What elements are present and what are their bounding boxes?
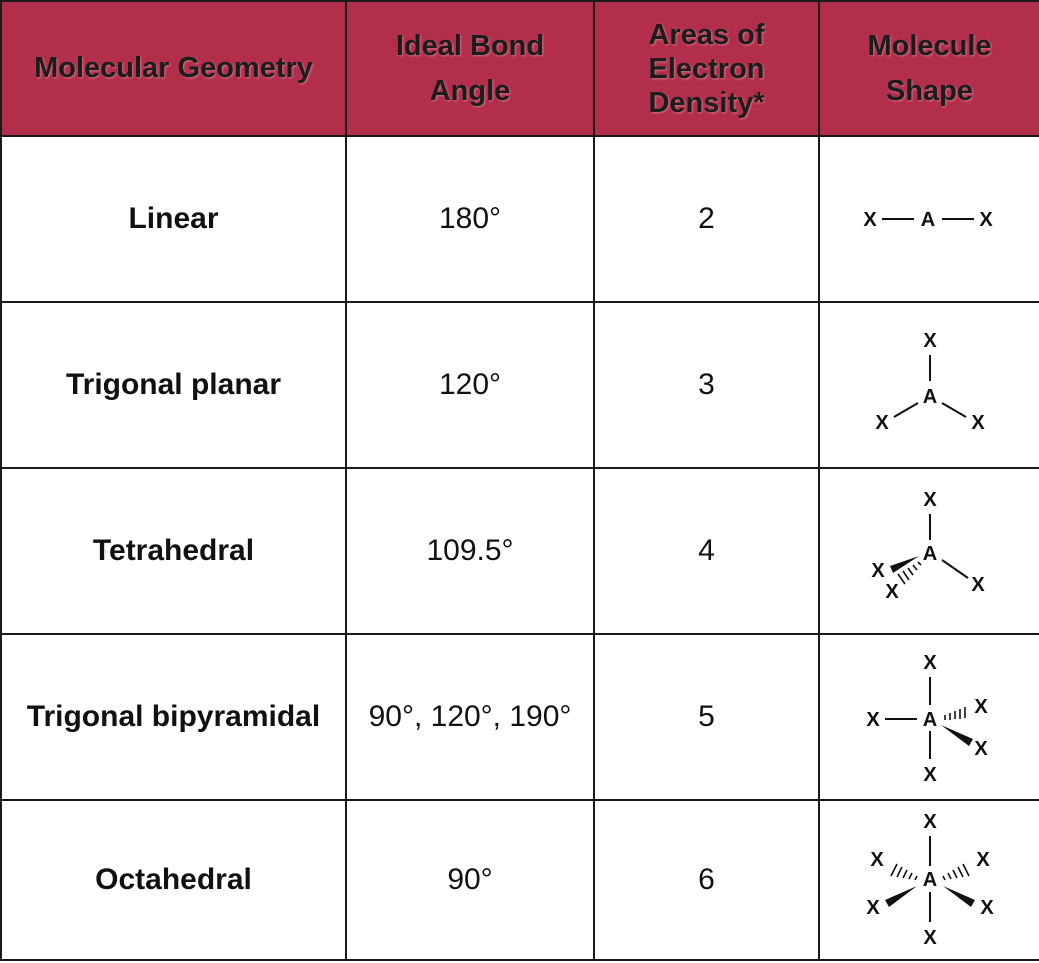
atom-x: X <box>978 209 993 231</box>
atom-x: X <box>865 709 880 731</box>
header-molecular-geometry: Molecular Geometry <box>1 1 346 136</box>
atom-x: X <box>884 581 899 603</box>
header-electron-density: Areas of Electron Density* <box>594 1 819 136</box>
table-row <box>1 302 1039 468</box>
geometry-name: Trigonal bipyramidal <box>1 634 346 800</box>
electron-density: 6 <box>594 800 819 960</box>
table-row <box>1 136 1039 302</box>
atom-x: X <box>970 574 985 596</box>
electron-density: 3 <box>594 302 819 468</box>
linear-molecule-diagram <box>850 199 1010 239</box>
atom-x: X <box>970 412 985 434</box>
tetrahedral-diagram <box>860 486 1000 616</box>
atom-x: X <box>973 696 988 718</box>
atom-x: X <box>973 738 988 760</box>
trigonal-bipyramidal-diagram <box>855 647 1005 787</box>
header-molecule-shape: Molecule Shape <box>819 1 1039 136</box>
atom-x: X <box>922 652 937 674</box>
atom-a: A <box>922 709 937 731</box>
bond-angle: 109.5° <box>346 468 594 634</box>
atom-x: X <box>979 897 994 919</box>
electron-density: 2 <box>594 136 819 302</box>
geometry-name: Trigonal planar <box>1 302 346 468</box>
bond-angle: 90°, 120°, 190° <box>346 634 594 800</box>
bond-angle: 90° <box>346 800 594 960</box>
header-row <box>1 1 1039 136</box>
table-row <box>1 634 1039 800</box>
atom-x: X <box>922 811 937 833</box>
table-row <box>1 800 1039 960</box>
atom-a: A <box>922 869 937 891</box>
molecule-shape-cell <box>819 634 1039 800</box>
header-ideal-bond-angle: Ideal Bond Angle <box>346 1 594 136</box>
octahedral-diagram <box>855 810 1005 950</box>
atom-x: X <box>922 330 937 352</box>
atom-x: X <box>922 764 937 786</box>
geometry-name: Linear <box>1 136 346 302</box>
geometry-name: Octahedral <box>1 800 346 960</box>
atom-a: A <box>922 386 937 408</box>
molecule-shape-cell <box>819 468 1039 634</box>
molecule-shape-cell <box>819 136 1039 302</box>
atom-x: X <box>922 489 937 511</box>
atom-x: X <box>870 560 885 582</box>
molecule-shape-cell <box>819 302 1039 468</box>
bond-angle: 120° <box>346 302 594 468</box>
atom-x: X <box>975 849 990 871</box>
atom-x: X <box>874 412 889 434</box>
geometry-name: Tetrahedral <box>1 468 346 634</box>
table-row <box>1 468 1039 634</box>
molecule-shape-cell <box>819 800 1039 960</box>
atom-x: X <box>869 849 884 871</box>
electron-density: 4 <box>594 468 819 634</box>
bond-angle: 180° <box>346 136 594 302</box>
atom-x: X <box>922 927 937 949</box>
atom-a: A <box>920 209 935 231</box>
atom-a: A <box>922 543 937 565</box>
atom-x: X <box>865 897 880 919</box>
atom-x: X <box>862 209 877 231</box>
trigonal-planar-diagram <box>860 325 1000 445</box>
electron-density: 5 <box>594 634 819 800</box>
